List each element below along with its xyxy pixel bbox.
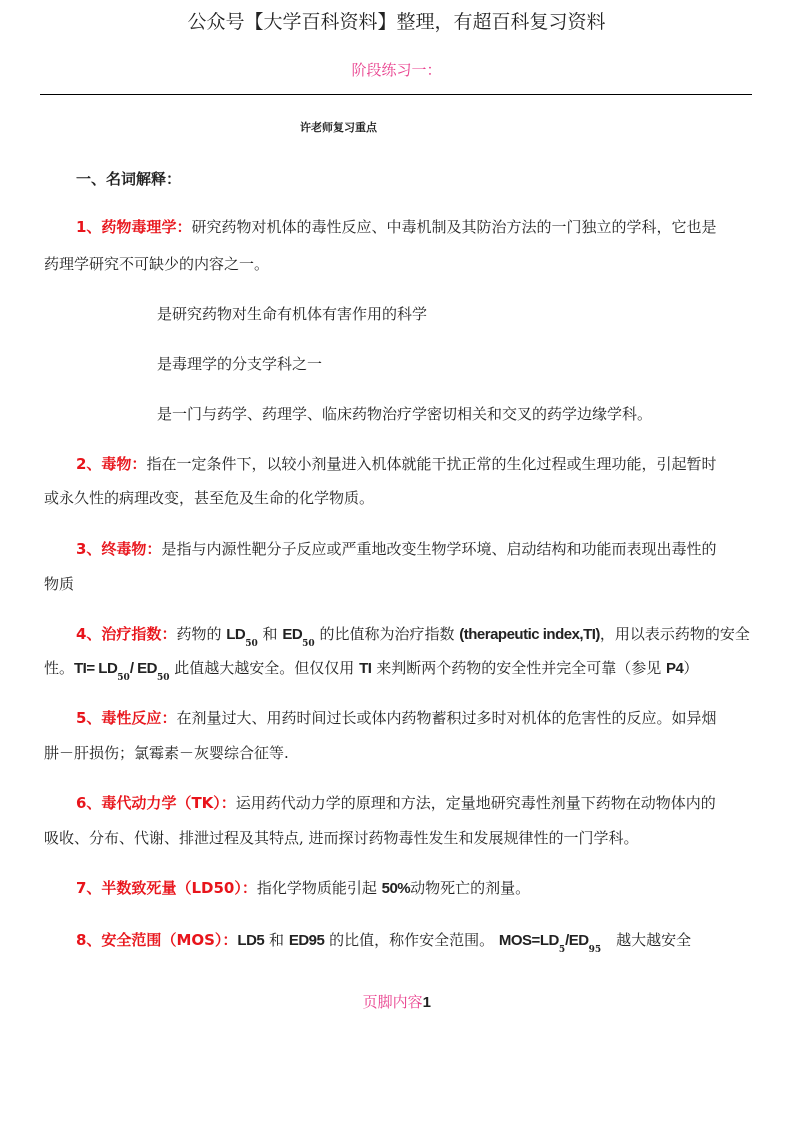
section-heading: 一、名词解释： — [76, 170, 182, 188]
ld: LD — [98, 660, 118, 677]
point: 是毒理学的分支学科之一 — [157, 355, 323, 373]
term: 5、毒性反应： — [76, 709, 177, 727]
mos-formula: MOS=LD — [498, 932, 559, 949]
term: 4、治疗指数： — [76, 625, 177, 643]
slash: / — [129, 660, 138, 677]
text: 的比值称为治疗指数 — [314, 625, 460, 643]
point: 是一门与药学、药理学、临床药物治疗学密切相关和交叉的药学边缘学科。 — [157, 405, 653, 423]
text: 动物死亡的剂量。 — [410, 879, 531, 897]
definition-2 — [76, 454, 716, 474]
ti: TI= — [74, 660, 99, 677]
term: 3、终毒物： — [76, 540, 162, 558]
definition-8 — [76, 930, 691, 960]
definition-5-cont: 肼－肝损伤；氯霉素－灰婴综合征等. — [44, 744, 289, 762]
term: 8、安全范围（MOS）： — [76, 931, 238, 949]
sub: 50 — [117, 673, 130, 683]
ed: ED — [282, 626, 303, 643]
text: 指化学物质能引起 — [256, 879, 382, 897]
term: 6、毒代动力学（TK）： — [76, 794, 236, 812]
text: 越大越安全 — [601, 931, 692, 949]
english-term: (therapeutic index,TI) — [459, 626, 600, 643]
text: 和 — [264, 931, 289, 949]
sub: 50 — [245, 639, 258, 649]
definition-text: 是指与内源性靶分子反应或严重地改变生物学环境、启动结构和功能而表现出毒性的 — [161, 540, 717, 558]
definition-2-cont: 或永久性的病理改变，甚至危及生命的化学物质。 — [44, 489, 375, 507]
exercise-subtitle: 阶段练习一： — [351, 61, 442, 79]
ld5: LD5 — [237, 932, 265, 949]
definition-6 — [76, 793, 716, 813]
sub: 95 — [588, 945, 602, 955]
definition-4-cont — [44, 658, 698, 688]
header-divider — [40, 94, 752, 95]
term: 7、半数致死量（LD50）： — [76, 879, 257, 897]
definition-7 — [76, 878, 530, 899]
term: 1、药物毒理学： — [76, 218, 192, 236]
document-header: 公众号【大学百科资料】整理，有超百科复习资料 — [187, 11, 606, 33]
definition-3-cont: 物质 — [44, 575, 75, 593]
definition-text: 指在一定条件下，以较小剂量进入机体就能干扰正常的生化过程或生理功能，引起暂时 — [146, 455, 717, 473]
text: ） — [683, 659, 699, 677]
page-number: 1 — [422, 994, 431, 1011]
page-ref: P4 — [665, 660, 684, 677]
text: 性。 — [44, 659, 75, 677]
definition-1-cont: 药理学研究不可缺少的内容之一。 — [44, 255, 270, 273]
ed: /ED — [565, 932, 589, 949]
term: 2、毒物： — [76, 455, 147, 473]
ti: TI — [359, 660, 372, 677]
percent: 50% — [381, 880, 411, 897]
definition-4 — [76, 624, 750, 654]
ed95: ED95 — [288, 932, 325, 949]
definition-6-cont: 吸收、分布、代谢、排泄过程及其特点, 进而探讨药物毒性发生和发展规律性的一门学科。 — [44, 829, 639, 847]
text: 的比值，称作安全范围。 — [324, 931, 499, 949]
text: 和 — [257, 625, 283, 643]
definition-3 — [76, 539, 716, 559]
text: ，用以表示药物的安全 — [599, 625, 750, 643]
definition-text: 运用药代动力学的原理和方法，定量地研究毒性剂量下药物在动物体内的 — [235, 794, 716, 812]
footer-text: 页脚内容 — [362, 993, 423, 1011]
page-footer — [0, 992, 793, 1013]
definition-5 — [76, 708, 716, 728]
point: 是研究药物对生命有机体有害作用的科学 — [157, 305, 428, 323]
definition-1 — [76, 217, 716, 237]
text: 来判断两个药物的安全性并完全可靠（参见 — [371, 659, 666, 677]
definition-text: 研究药物对机体的毒性反应、中毒机制及其防治方法的一门独立的学科，它也是 — [191, 218, 717, 236]
text: 药物的 — [176, 625, 227, 643]
ld: LD — [226, 626, 246, 643]
text: 此值越大越安全。但仅仅用 — [169, 659, 360, 677]
ed: ED — [137, 660, 157, 677]
sub: 5 — [558, 945, 566, 955]
doc-heading: 许老师复习重点 — [300, 121, 377, 134]
sub: 50 — [157, 673, 170, 683]
sub: 50 — [302, 639, 315, 649]
definition-text: 在剂量过大、用药时间过长或体内药物蓄积过多时对机体的危害性的反应。如异烟 — [176, 709, 717, 727]
